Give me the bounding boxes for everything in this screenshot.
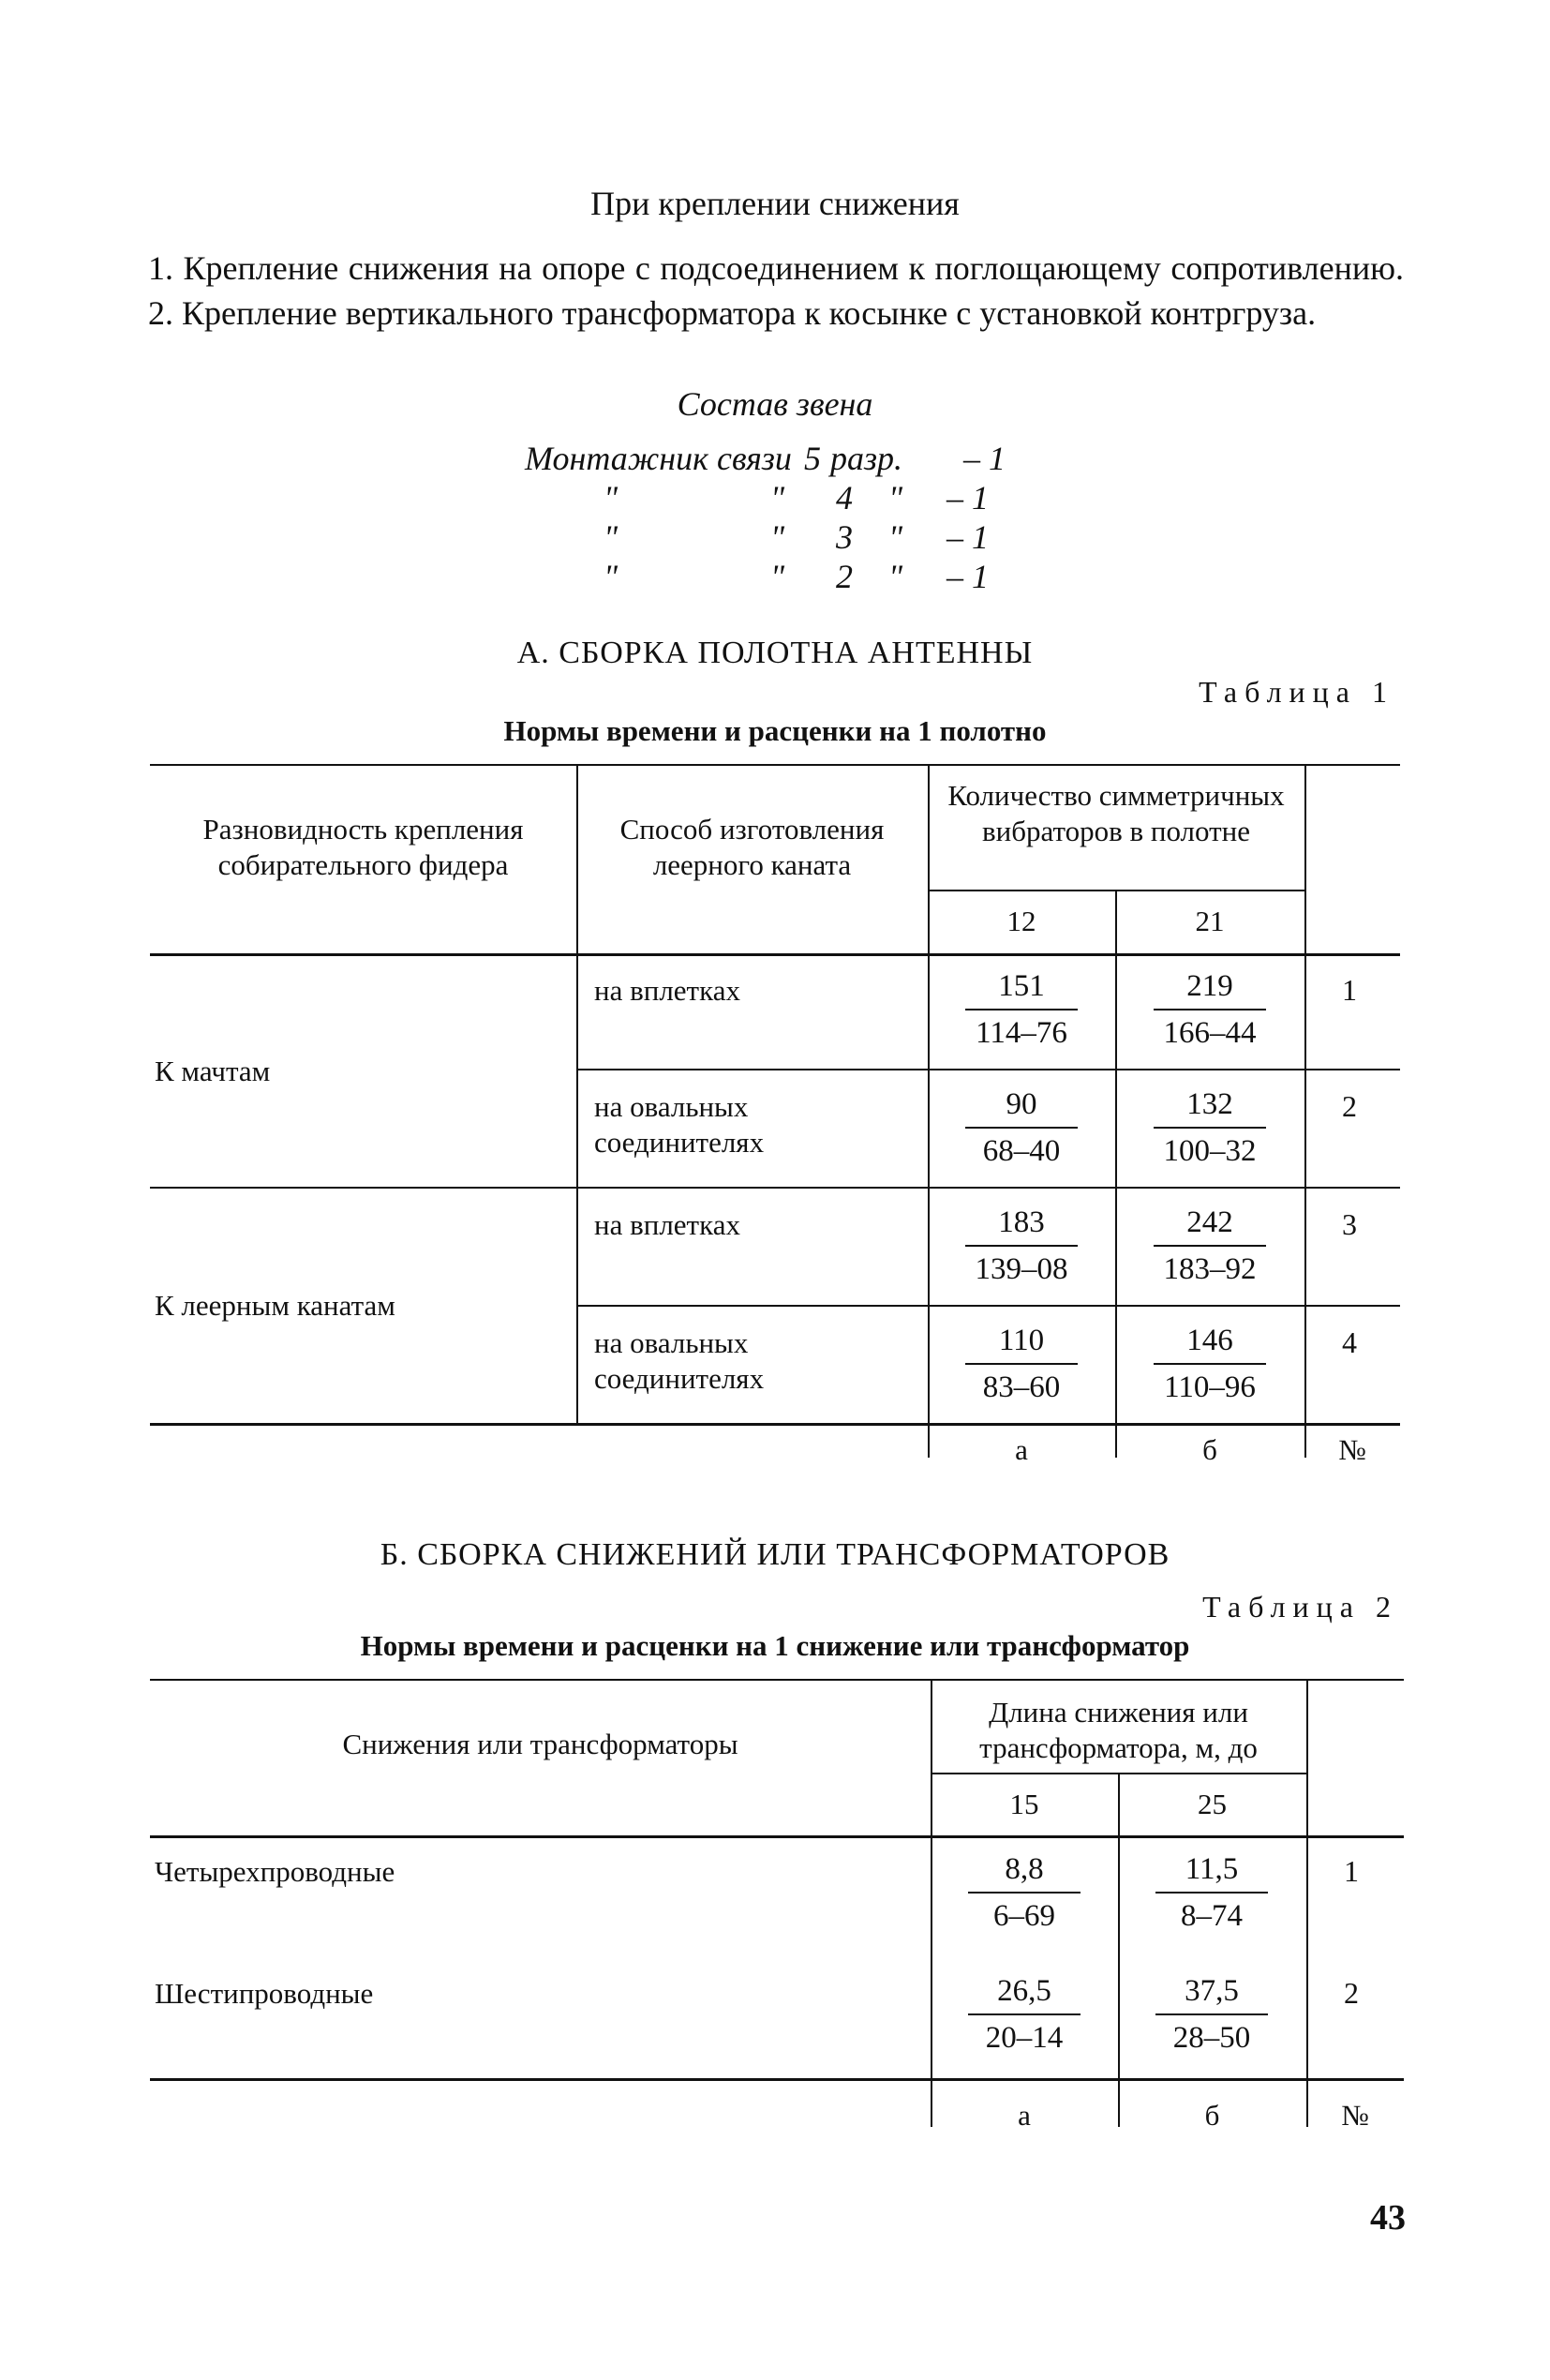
method-cell: на вплетках — [594, 974, 740, 1007]
crew-grade: 3 — [836, 518, 853, 556]
row-label: Четырехпроводные — [155, 1855, 395, 1888]
crew-ditto: " — [770, 518, 785, 556]
method-cell: на овальных соединителях — [594, 1326, 765, 1395]
table-1-subheader-b: 21 — [1195, 905, 1225, 937]
crew-count: – 1 — [946, 518, 989, 556]
crew-count: – 1 — [946, 558, 989, 595]
column-key-no: № — [1338, 1433, 1366, 1466]
row-number: 2 — [1344, 1976, 1359, 2010]
row-number: 4 — [1342, 1325, 1357, 1359]
table-cell-value: $\frac{37,5}{28-50}$ — [1141, 1972, 1282, 2057]
row-label: Шестипроводные — [155, 1977, 374, 2010]
table-1-header-fastening: Разновидность крепления собирательного фидера — [202, 813, 524, 881]
table-cell-value: $\frac{242}{183-92}$ — [1140, 1204, 1280, 1288]
column-key-a: а — [1018, 2099, 1031, 2132]
crew-title: Состав звена — [677, 385, 873, 423]
table-2-subheader-a: 15 — [1009, 1788, 1039, 1820]
table-1-label: Таблица 1 — [1199, 675, 1394, 709]
group-label: К мачтам — [155, 1055, 271, 1087]
crew-grade: 5 — [804, 440, 821, 477]
table-cell-value: $\frac{146}{110-96}$ — [1140, 1322, 1280, 1406]
table-2-header-type: Снижения или трансформаторы — [342, 1728, 738, 1760]
crew-role: " — [604, 558, 619, 595]
table-1-caption: Нормы времени и расценки на 1 полотно — [503, 714, 1047, 747]
page-number: 43 — [1370, 2198, 1406, 2238]
intro-paragraph — [148, 246, 1404, 336]
crew-ditto: " — [770, 558, 785, 595]
method-cell: на овальных соединителях — [594, 1090, 765, 1159]
column-key-b: б — [1204, 2099, 1220, 2132]
table-1-header-vibrators: Количество симметричных вибраторов в полотне — [947, 779, 1285, 847]
page-heading: При креплении снижения — [590, 185, 960, 222]
section-b-title: Б. СБОРКА СНИЖЕНИЙ ИЛИ ТРАНСФОРМАТОРОВ — [380, 1537, 1170, 1572]
crew-unit: " — [888, 479, 903, 516]
crew-unit: " — [888, 518, 903, 556]
crew-count: – 1 — [963, 440, 1006, 477]
table-cell-value: $\frac{110}{83-60}$ — [951, 1322, 1092, 1406]
table-1-subheader-a: 12 — [1006, 905, 1036, 937]
crew-grade: 4 — [836, 479, 853, 516]
crew-ditto: " — [770, 479, 785, 516]
crew-grade: 2 — [836, 558, 853, 595]
table-2-subheader-b: 25 — [1198, 1788, 1227, 1820]
table-cell-value: $\frac{219}{166-44}$ — [1140, 967, 1280, 1052]
column-key-a: а — [1015, 1433, 1028, 1466]
column-key-b: б — [1202, 1433, 1217, 1466]
crew-unit: " — [888, 558, 903, 595]
table-2-label: Таблица 2 — [1202, 1590, 1398, 1624]
crew-role: " — [604, 518, 619, 556]
crew-role: " — [604, 479, 619, 516]
crew-role: Монтажник связи — [525, 440, 792, 477]
table-cell-value: $\frac{90}{68-40}$ — [951, 1085, 1092, 1170]
table-cell-value: $\frac{11,5}{8-74}$ — [1141, 1850, 1282, 1935]
crew-count: – 1 — [946, 479, 989, 516]
section-a-title: А. СБОРКА ПОЛОТНА АНТЕННЫ — [516, 636, 1034, 670]
group-label: К леерным канатам — [155, 1289, 395, 1322]
crew-unit: разр. — [830, 440, 903, 477]
method-cell: на вплетках — [594, 1208, 740, 1241]
table-cell-value: $\frac{183}{139-08}$ — [951, 1204, 1092, 1288]
column-key-no: № — [1341, 2099, 1369, 2132]
row-number: 2 — [1342, 1089, 1357, 1123]
table-2-caption: Нормы времени и расценки на 1 снижение или трансформатор — [360, 1629, 1190, 1662]
table-1-header-method: Способ изготовления леерного каната — [619, 813, 885, 881]
row-number: 3 — [1342, 1207, 1357, 1241]
table-cell-value: $\frac{8,8}{6-69}$ — [954, 1850, 1095, 1935]
table-cell-value: $\frac{26,5}{20-14}$ — [954, 1972, 1095, 2057]
table-cell-value: $\frac{132}{100-32}$ — [1140, 1085, 1280, 1170]
table-2-header-length: Длина снижения или трансформатора, м, до — [979, 1696, 1258, 1764]
table-cell-value: $\frac{151}{114-76}$ — [951, 967, 1092, 1052]
row-number: 1 — [1344, 1854, 1359, 1888]
row-number: 1 — [1342, 973, 1357, 1007]
intro-text: 1. Крепление снижения на опоре с подсоединением к поглощающему сопротивлению. 2. Крепление вертикального трансформатора к косынке с установкой контргруза. — [148, 249, 1404, 332]
